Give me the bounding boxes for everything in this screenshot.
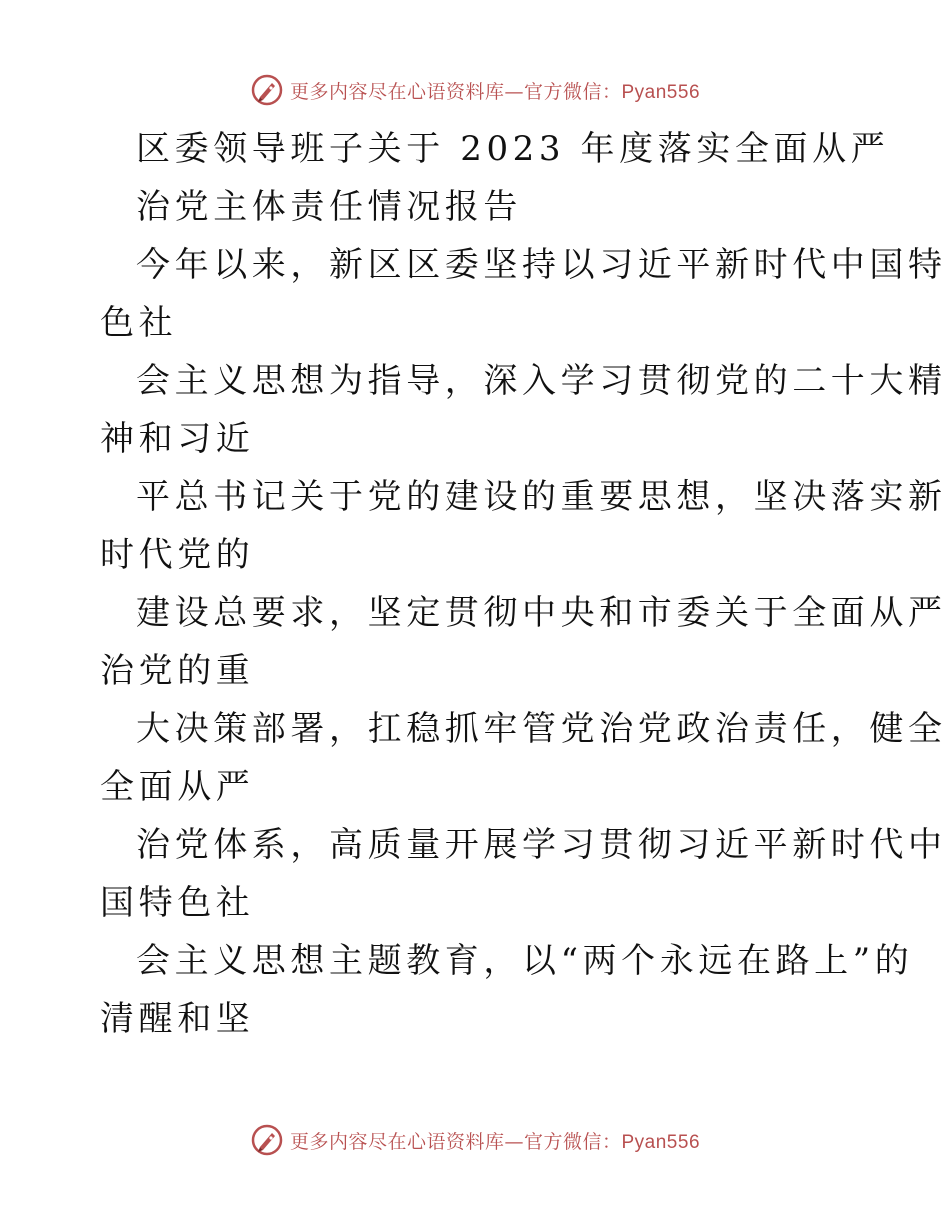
paragraph-line: 时代党的 [100, 535, 255, 575]
paragraph-line: 全面从严 [100, 767, 255, 807]
paragraph-line: 会主义思想主题教育，以“两个永远在路上”的 [136, 941, 914, 981]
paragraph-line: 神和习近 [100, 419, 255, 459]
paragraph-line: 治党的重 [100, 651, 255, 691]
watermark-text: 更多内容尽在心语资料库—官方微信：Pyan556 [289, 80, 701, 103]
pen-circle-logo-icon [250, 1123, 284, 1157]
paragraph-line: 大决策部署，扛稳抓牢管党治党政治责任，健全 [136, 709, 947, 749]
document-title-line-2: 治党主体责任情况报告 [136, 187, 522, 227]
paragraph-line: 治党体系，高质量开展学习贯彻习近平新时代中 [136, 825, 947, 865]
header-watermark [0, 70, 950, 110]
paragraph-line: 平总书记关于党的建设的重要思想，坚决落实新 [136, 477, 947, 517]
paragraph-line: 国特色社 [100, 883, 255, 923]
footer-watermark [0, 1120, 950, 1160]
document-title-line-1: 区委领导班子关于 2023 年度落实全面从严 [136, 129, 890, 169]
pen-circle-logo-icon [250, 73, 284, 107]
paragraph-line: 建设总要求，坚定贯彻中央和市委关于全面从严 [136, 593, 947, 633]
paragraph-line: 色社 [100, 303, 178, 343]
paragraph-line: 会主义思想为指导，深入学习贯彻党的二十大精 [136, 361, 947, 401]
paragraph-line: 今年以来，新区区委坚持以习近平新时代中国特 [136, 245, 947, 285]
watermark-text: 更多内容尽在心语资料库—官方微信：Pyan556 [289, 1130, 701, 1153]
paragraph-line: 清醒和坚 [100, 999, 255, 1039]
